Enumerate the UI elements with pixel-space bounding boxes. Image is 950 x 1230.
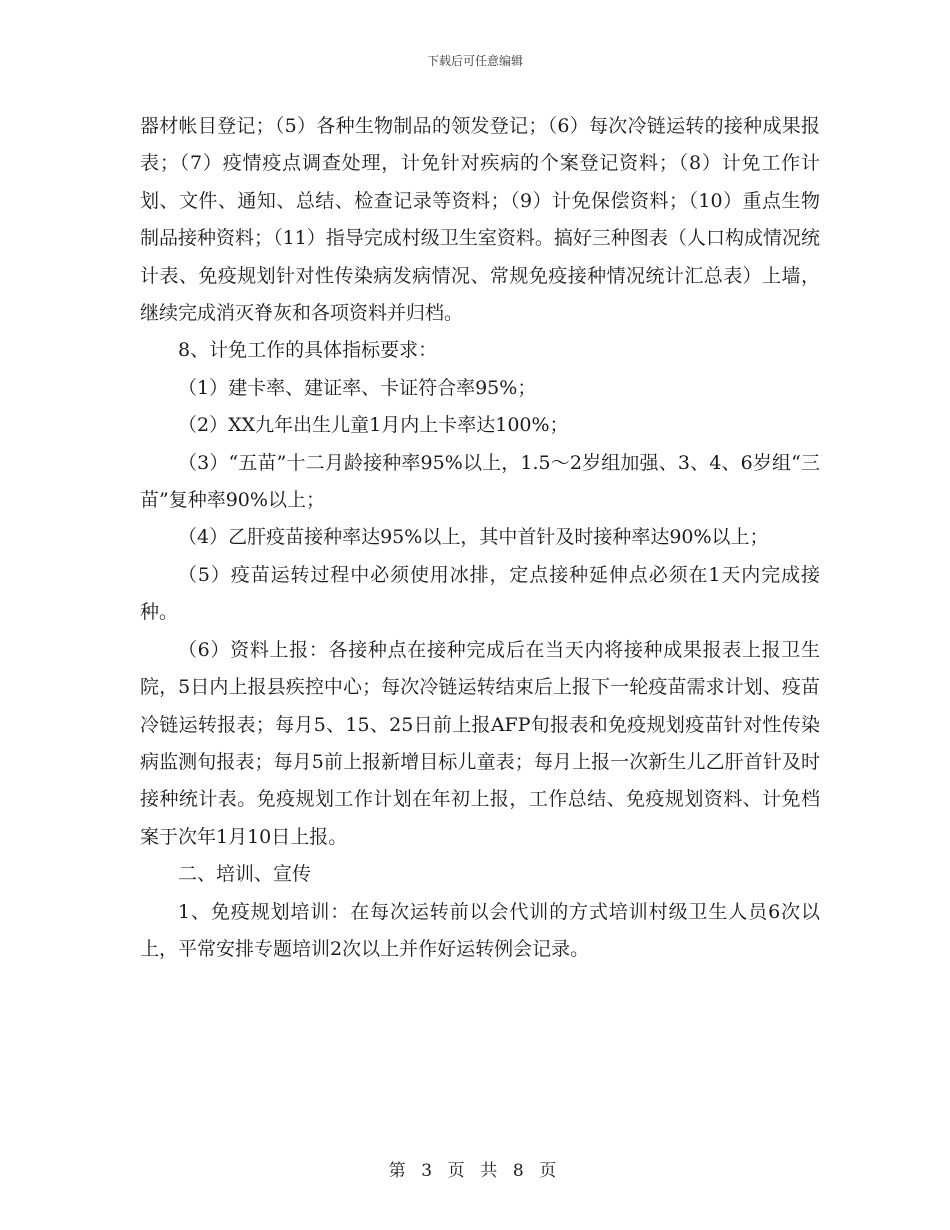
paragraph-item-6: （6）资料上报：各接种点在接种完成后在当天内将接种成果报表上报卫生院，5日内上报县疾控中心；每次冷链运转结束后上报下一轮疫苗需求计划、疫苗冷链运转报表；每月5、15、25日前上报AFP旬报表和免疫规划疫苗针对性传染病监测旬报表；每月5前上报新增目标儿童表；每月上报一次新生儿乙肝首针及时接种统计表。免疫规划工作计划在年初上报，工作总结、免疫规划资料、计免档案于次年1月10日上报。 [140, 638, 820, 848]
page-number: 第 3 页 共 8 页 [388, 1161, 562, 1181]
paragraph-item-2: （2）XX九年出生儿童1月内上卡率达100%； [178, 414, 569, 437]
paragraph-item-5: （5）疫苗运转过程中必须使用冰排，定点接种延伸点必须在1天内完成接种。 [140, 563, 820, 624]
document-body [140, 108, 820, 968]
paragraph-records-list: 器材帐目登记；（5）各种生物制品的领发登记；（6）每次冷链运转的接种成果报表；（7）疫情疫点调查处理，计免针对疾病的个案登记资料；（8）计免工作计划、文件、通知、总结、检查记录等资料；（9）计免保偿资料；（10）重点生物制品接种资料；（11）指导完成村级卫生室资料。搞好三种图表（人口构成情况统计表、免疫规划针对性传染病发病情况、常规免疫接种情况统计汇总表）上墙，继续完成消灭脊灰和各项资料并归档。 [140, 115, 820, 325]
paragraph-section-8-title: 8、计免工作的具体指标要求： [178, 339, 438, 362]
paragraph-item-1: （1）建卡率、建证率、卡证符合率95%； [178, 376, 537, 399]
page-header: 下载后可任意编辑 [426, 54, 523, 68]
paragraph-item-4: （4）乙肝疫苗接种率达95%以上，其中首针及时接种率达90%以上； [178, 526, 769, 549]
paragraph-item-3: （3）“五苗”十二月龄接种率95%以上，1.5～2岁组加强、3、4、6岁组“三苗”复种率90%以上； [140, 451, 820, 512]
paragraph-training-1: 1、免疫规划培训：在每次运转前以会代训的方式培训村级卫生人员6次以上，平常安排专题培训2次以上并作好运转例会记录。 [140, 900, 820, 960]
section-heading-training: 二、培训、宣传 [178, 863, 312, 886]
